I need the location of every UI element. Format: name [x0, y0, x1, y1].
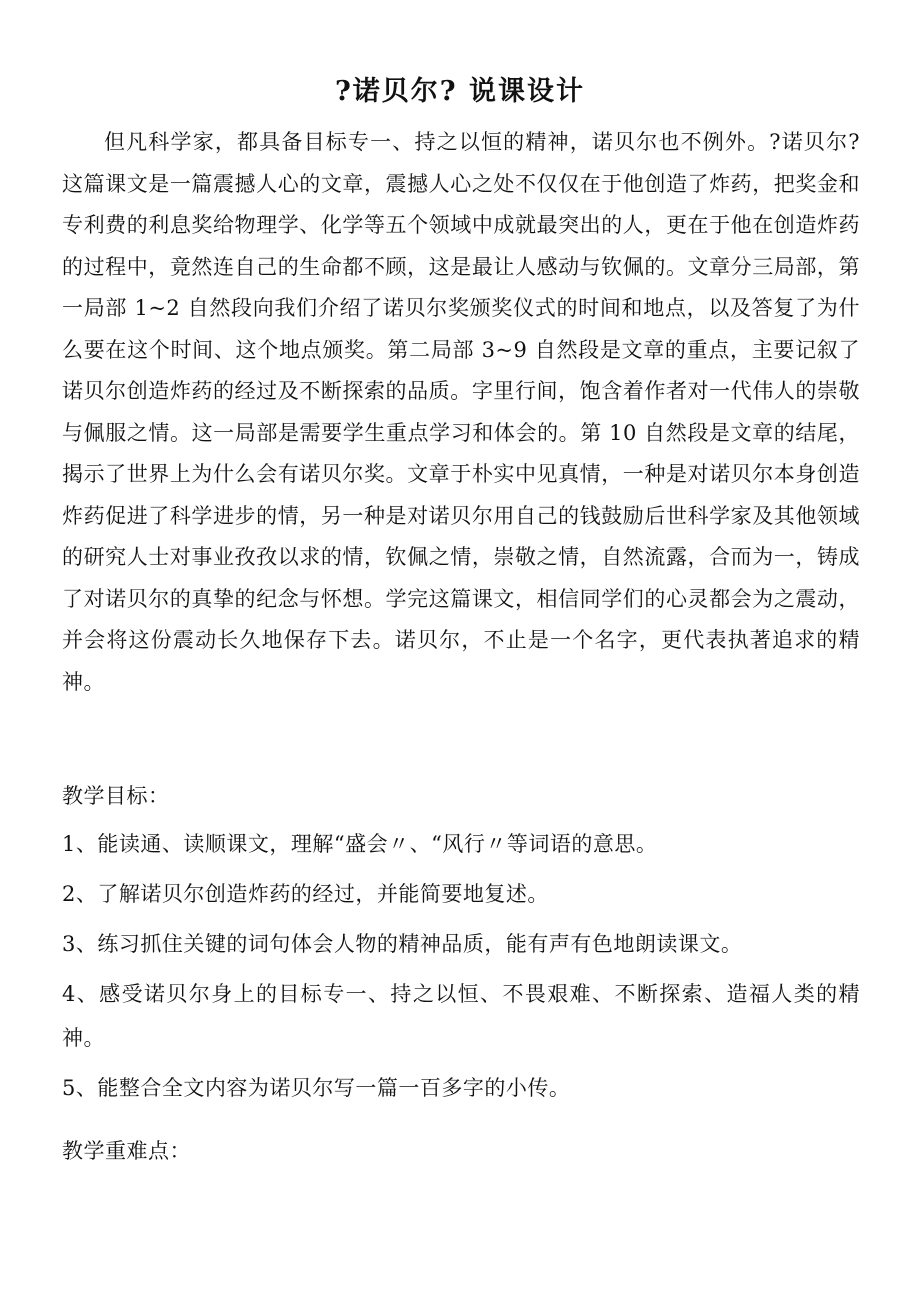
document-title: ?诺贝尔? 说课设计: [334, 76, 586, 107]
difficulty-heading: 教学重难点：: [62, 1139, 191, 1163]
objectives-heading: 教学目标：: [62, 784, 170, 808]
objectives-list: [62, 822, 860, 1116]
objective-item: 1、能读通、读顺课文，理解“盛会〃、“风行〃等词语的意思。: [62, 832, 658, 856]
objective-item: 5、能整合全文内容为诺贝尔写一篇一百多字的小传。: [62, 1076, 571, 1100]
objective-item: 4、感受诺贝尔身上的目标专一、持之以恒、不畏艰难、不断探索、造福人类的精神。: [62, 982, 860, 1050]
intro-paragraph: 但凡科学家，都具备目标专一、持之以恒的精神，诺贝尔也不例外。?诺贝尔? 这篇课文是一篇震撼人心的文章，震撼人心之处不仅仅在于他创造了炸药，把奖金和专利费的利息奖给物理学、化学等五个领域中成就最突出的人，更在于他在创造炸药的过程中，竟然连自己的生命都不顾，这是最让人感动与钦佩的。文章分三局部，第一局部 1~2 自然段向我们介绍了诺贝尔奖颁奖仪式的时间和地点，以及答复了为什么要在这个时间、这个地点颁奖。第二局部 3~9 自然段是文章的重点，主要记叙了诺贝尔创造炸药的经过及不断探索的品质。字里行间，饱含着作者对一代伟人的崇敬与佩服之情。这一局部是需要学生重点学习和体会的。第 10 自然段是文章的结尾，揭示了世界上为什么会有诺贝尔奖。文章于朴实中见真情，一种是对诺贝尔本身创造炸药促进了科学进步的情，另一种是对诺贝尔用自己的钱鼓励后世科学家及其他领域的研究人士对事业孜孜以求的情，钦佩之情，崇敬之情，自然流露，合而为一，铸成了对诺贝尔的真挚的纪念与怀想。学完这篇课文，相信同学们的心灵都会为之震动，并会将这份震动长久地保存下去。诺贝尔，不止是一个名字，更代表执著追求的精神。: [62, 130, 860, 694]
objective-item: 2、了解诺贝尔创造炸药的经过，并能简要地复述。: [62, 882, 549, 906]
objective-item: 3、练习抓住关键的词句体会人物的精神品质，能有声有色地朗读课文。: [62, 932, 743, 956]
